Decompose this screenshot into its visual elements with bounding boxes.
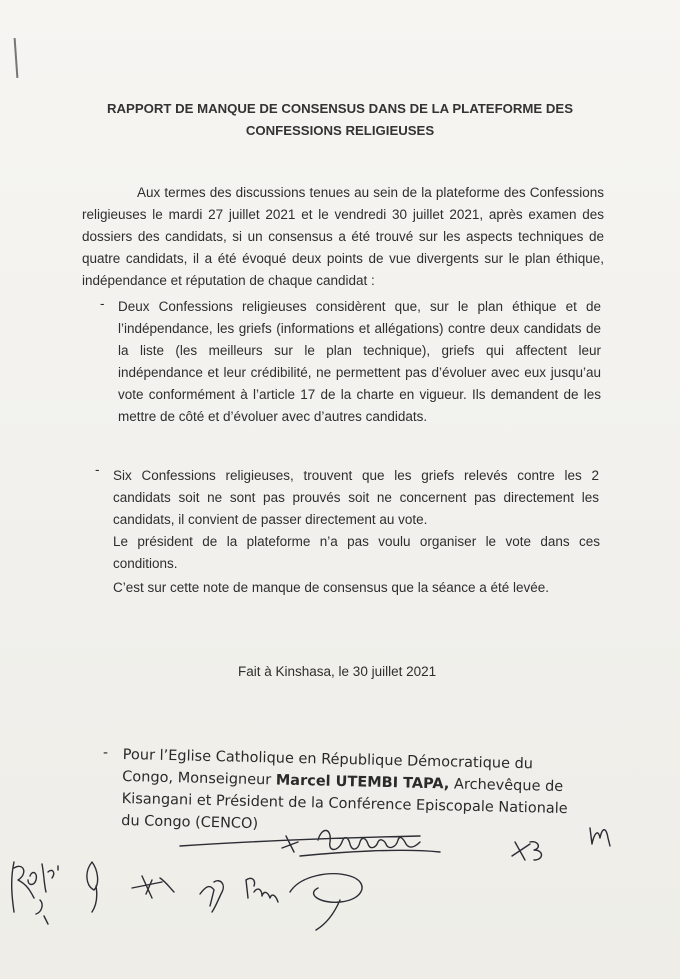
bullet-item: Deux Confessions religieuses considèrent que, sur le plan éthique et de l’indépendance, les griefs (informations et allégations) contre deux candidats de la liste (les meilleurs sur le plan technique), griefs qui affectent leur indépendance et leur crédibilité, ne permettent pas d’évoluer avec eux jusqu’au vote conformément à l’article 17 de la charte en vigueur. Ils demandent de les mettre de côté et d’évoluer avec d’autres candidats.: [118, 299, 601, 424]
signatory-suffix: Archevêque de Kisangani et Président de la Conférence Episcopale Nationale du Congo (CENCO): [121, 776, 568, 833]
bullet-dash: -: [95, 462, 100, 477]
signature-5: [246, 878, 278, 902]
signatory-dash: -: [103, 744, 108, 761]
signature-3: [132, 876, 174, 898]
bullet-item: Six Confessions religieuses, trouvent que les griefs relevés contre les 2 candidats soit ne sont pas prouvés soit ne concernent pas directement les candidats, il convient de passer directement au vote.: [113, 468, 599, 527]
signatory-prefix: Pour l’Eglise Catholique en République Démocratique du Congo, Monseigneur: [122, 746, 534, 789]
main-signature: [180, 830, 440, 856]
president-note: Le président de la plateforme n’a pas voulu organiser le vote dans ces conditions.: [113, 534, 600, 571]
signature-1: [12, 862, 58, 924]
signature-2: [87, 862, 98, 912]
bullet-dash: -: [100, 296, 105, 311]
initials-mark: [512, 842, 542, 860]
signature-4: [200, 881, 223, 912]
closing-sentence: C’est sur cette note de manque de consensus que la séance a été levée.: [113, 580, 550, 595]
intro-paragraph: Aux termes des discussions tenues au sein de la plateforme des Confessions religieuses le mardi 27 juillet 2021 et le vendredi 30 juillet 2021, après examen des dossiers des candidats, si un consensus a été trouvé sur les aspects techniques de quatre candidats, il a été évoqué deux points de vue divergents sur le plan éthique, indépendance et réputation de chaque candidat :: [82, 185, 604, 288]
signature-6: [290, 874, 362, 930]
place-and-date: Fait à Kinshasa, le 30 juillet 2021: [238, 664, 437, 679]
margin-initial-m: [590, 828, 610, 846]
signatory-name: Marcel UTEMBI TAPA,: [275, 772, 450, 793]
document-title: RAPPORT DE MANQUE DE CONSENSUS DANS DE LA PLATEFORME DES CONFESSIONS RELIGIEUSES: [107, 101, 573, 138]
